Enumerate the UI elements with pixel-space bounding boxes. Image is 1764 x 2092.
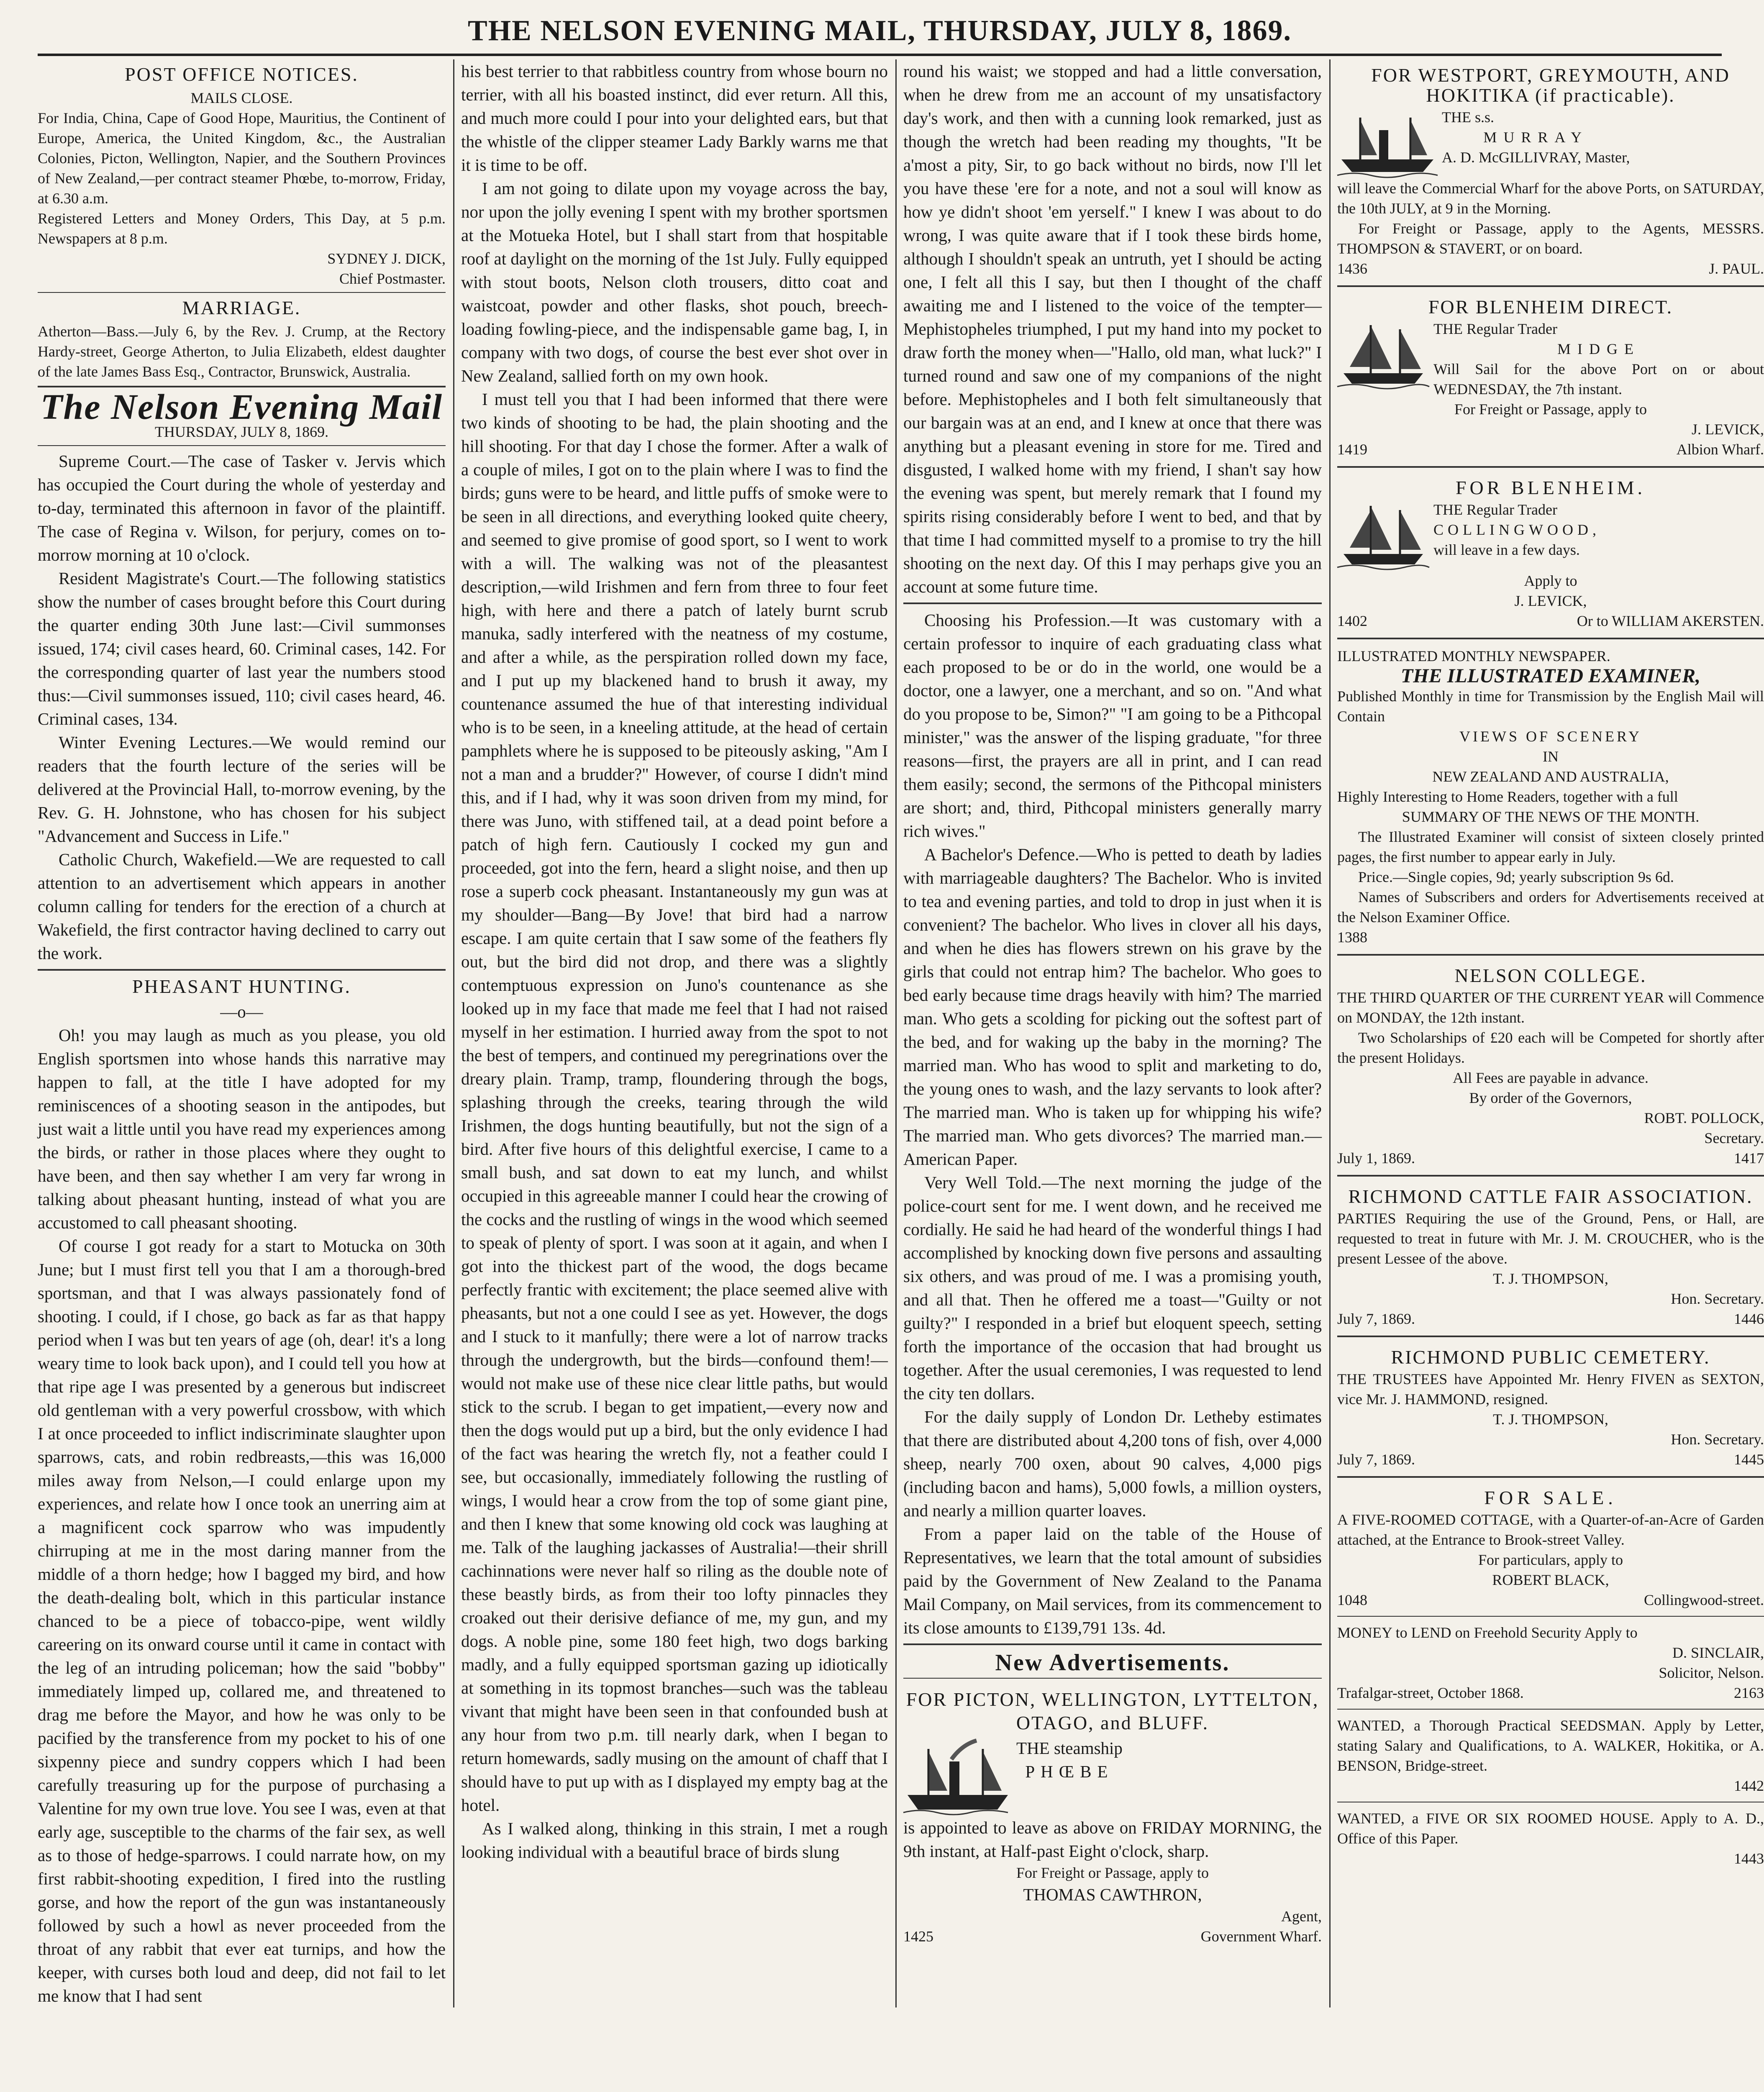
college-signed-title: Secretary. [1704,1130,1764,1146]
for-sale-apply: For particulars, apply to [1478,1551,1623,1568]
pheasant-heading: PHEASANT HUNTING. [132,976,351,997]
divider [1337,954,1764,956]
collingwood-alt: Or to WILLIAM AKERSTEN. [1577,613,1764,629]
college-heading: NELSON COLLEGE. [1454,965,1647,986]
college-order: By order of the Governors, [1469,1090,1632,1106]
divider [1337,1175,1764,1177]
phoebe-footer [903,1926,1322,1946]
cattle-fair-signed-title: Hon. Secretary. [1671,1290,1764,1307]
post-office-signature: SYDNEY J. DICK, [327,250,446,267]
murray-text: will leave the Commercial Wharf for the above Ports, on SATURDAY, the 10th JULY, at 9 in the Morning. [1337,180,1764,217]
money-address: Trafalgar-street, October 1868. [1337,1684,1524,1701]
phoebe-freight: For Freight or Passage, apply to [1016,1864,1209,1881]
murray-footer [1337,259,1764,279]
pheasant-paragraph: his best terrier to that rabbitless country from whose bourn no terrier, with all his boasted instinct, did ever return. All this, and much more could I pour into your delighted ears, but that the whistle of the clipper steamer Lady Barkly warns me that it is time to be off. [461,62,888,174]
phoebe-block [903,1736,1322,1816]
ad-number: 2163 [1734,1684,1764,1701]
column-4 [1329,59,1764,2007]
for-sale-agent: ROBERT BLACK, [1492,1572,1609,1588]
house-text: WANTED, a FIVE OR SIX ROOMED HOUSE. Apply to A. D., Office of this Paper. [1337,1810,1764,1847]
mails-close-subheading: MAILS CLOSE. [190,90,293,106]
phoebe-intro-block [1016,1736,1123,1783]
column-2 [453,59,888,2007]
college-text: THE THIRD QUARTER OF THE CURRENT YEAR will Commence on MONDAY, the 12th instant. [1337,989,1764,1026]
news-item: From a paper laid on the table of the House of Representatives, we learn that the total amount of subsidies paid by the Government of New Zealand to the Panama Mail Company, on Mail services, from its commencement to its close amounts to £139,791 13s. 4d. [903,1524,1322,1637]
divider [38,445,446,446]
house-ad [1337,1806,1764,1871]
midge-apply: For Freight or Passage, apply to [1454,401,1647,418]
examiner-text-3: The Illustrated Examiner will consist of sixteen closely printed pages, the first number to appear early in July. [1337,828,1764,865]
murray-intro-block [1442,107,1630,167]
phoebe-name: PHŒBE [1025,1762,1114,1781]
ad-number: 1419 [1337,441,1367,458]
ad-number: 1436 [1337,260,1367,277]
midge-text: Will Sail for the above Port on or about WEDNESDAY, the 7th instant. [1433,361,1764,397]
pheasant-paragraph: Oh! you may laugh as much as you please, you old English sportsmen into whose hands this narrative may happen to fall, at the title I have adopted for my reminiscences of a shooting season in the antipodes, but just wait a little until you have read my experiences among the birds, or rather in those places where they ought to have been, and then say whether I am very far wrong in talking about pheasant hunting, instead of what you are accustomed to call pheasant shooting. [38,1025,446,1232]
collingwood-agent: J. LEVICK, [1514,592,1587,609]
cattle-fair-date: July 7, 1869. [1337,1310,1415,1327]
seedsman-ad [1337,1713,1764,1798]
dateline: THURSDAY, JULY 8, 1869. [154,423,329,440]
divider [1337,1336,1764,1337]
post-office-signature-title: Chief Postmaster. [339,270,446,287]
money-agent-title: Solicitor, Nelson. [1659,1664,1764,1681]
post-office-heading: POST OFFICE NOTICES. [125,64,359,85]
seedsman-text: WANTED, a Thorough Practical SEEDSMAN. Apply by Letter, stating Salary and Qualifications, to A. WALKER, Hokitika, or A. BENSON, Bridge-street. [1337,1717,1764,1774]
cemetery-footer [1337,1449,1764,1469]
post-office-text-2: Registered Letters and Money Orders, This Day, at 5 p.m. Newspapers at 8 p.m. [38,210,446,247]
midge-ad [1337,291,1764,462]
column-1 [38,59,446,2007]
columns [38,59,1764,2007]
for-sale-ad [1337,1482,1764,1613]
nameplate: The Nelson Evening Mail [40,387,443,427]
phoebe-wharf: Government Wharf. [1200,1928,1322,1945]
examiner-price: Price.—Single copies, 9d; yearly subscription 9s 6d. [1358,869,1674,885]
examiner-views: VIEWS OF SCENERY [1459,728,1642,745]
collingwood-heading: FOR BLENHEIM. [1455,477,1646,498]
collingwood-text: will leave in a few days. [1433,541,1580,558]
cemetery-signed: T. J. THOMPSON, [1493,1411,1608,1428]
masthead: THE NELSON EVENING MAIL, THURSDAY, JULY 8, 1869. [38,8,1722,56]
marriage-heading: MARRIAGE. [182,297,301,318]
cattle-fair-signed: T. J. THOMPSON, [1493,1270,1608,1287]
pheasant-paragraph: I must tell you that I had been informed that there were two kinds of shooting to be had, the plain shooting and the hill shooting. For that day I chose the former. After a walk of a couple of miles, I got on to the plain where I was to find the birds; guns were to be heard, and little puffs of smoke were to be seen in all directions, and everything looked quite cheery, and seemed to give promise of good sport, so I went to work with a will. The walking was not of the pleasantest description,—wild Irishmen and fern from three to four feet high, with here and there a patch of lately burnt scrub manuka, sadly interfered with the neatness of my costume, and after a while, as the perspiration rolled down my face, and I put up my blackened hand to brush it away, my countenance assumed the hue of that interesting individual who is to be seen, in a kneeling attitude, at the head of certain pamphlets where he is supposed to be piteously asking, "Am I not a man and a brudder?" However, of course I didn't mind this, and if I had, why it was soon driven from my mind, for there was Juno, with stiffened tail, at a dead point before a patch of high fern. Cautiously I cocked my gun and proceeded, got into the fern, heard a slight noise, and then up rose a superb cock pheasant. Instantaneously my gun was at my shoulder—Bang—By Jove! that bird had a narrow escape. I am quite certain that I saw some of the feathers fly out, but the bird did not drop, and there was a slightly contemptuous expression on Juno's countenance as she looked up in my face that made me feel that I had not raised myself in her estimation. I hurried away from the spot to not the best of tempers, and continued my peregrinations over the dreary plain. Tramp, tramp, floundering through the bogs, splashing through the creeks, tearing through the wild Irishmen, the dogs hunting beautifully, but not the sign of a bird. After five hours of this delightful exercise, I came to a small bush, and sat down to eat my lunch, and whilst occupied in this agreeable manner I could hear the crowing of the cocks and the rustling of wings in the wood which seemed to speak of plenty of sport. I was soon at it again, and when I got into the thickest part of the wood, the dogs became perfectly frantic with excitement; the place seemed alive with pheasants, but not a one could I see as yet. However, the dogs and I stuck to it manfully; there were a lot of narrow tracks through the undergrowth, but the birds—confound them!—would not make use of these nice clear little paths, but would stick to the scrub. I began to get impatient,—every now and then the dogs would put up a bird, but the only evidence I had of the fact was hearing the wretch fly, not a feather could I see, but occasionally, immediately following the rustling of wings, I would hear a crow from the top of some giant pine, and then I knew that some knowing old cock was laughing at me. Talk of the laughing jackasses of Australia!—their shrill cachinnations were never half so riling as the double note of these beastly birds, as from their too lofty pinnacles they croaked out their derisive defiance of me, my gun, and my dogs. A noble pine, some 180 feet high, two dogs barking madly, and a fully equipped sportsman gazing up idiotically at something in its topmost branches—such was the tableau vivant that might have been seen in that confounded bush at any hour from two p.m. till nearly dark, when I began to return homewards, sadly musing on the amount of chaff that I should have to put up with as I displayed my empty bag at the hotel. [461,390,888,1815]
cemetery-date: July 7, 1869. [1337,1451,1415,1468]
ad-number: 1425 [903,1928,933,1945]
murray-apply: For Freight or Passage, apply to the Agents, MESSRS. THOMPSON & STAVERT, or on board. [1337,220,1764,257]
post-office-text: For India, China, Cape of Good Hope, Mauritius, the Continent of Europe, America, the United Kingdom, &c., the Australian Colonies, Picton, Wellington, Napier, and the Southern Provinces of New Zealand,—per contract steamer Phœbe, to-morrow, Friday, at 6.30 a.m. [38,110,446,207]
examiner-in: IN [1543,748,1559,765]
pheasant-paragraph: As I walked along, thinking in this strain, I met a rough looking individual with a beautiful brace of birds slung [461,1819,888,1861]
phoebe-text: is appointed to leave as above on FRIDAY MORNING, the 9th instant, at Half-past Eight o'clock, sharp. [903,1818,1322,1861]
collingwood-ad [1337,472,1764,633]
midge-footer [1337,439,1764,459]
collingwood-intro: THE Regular Trader [1433,501,1557,518]
money-ad [1337,1620,1764,1705]
ad-number: 1402 [1337,613,1367,629]
news-item: For the daily supply of London Dr. Letheby estimates that there are distributed about 4,200 tons of fish, over 4,000 sheep, nearly 700 oxen, about 90 calves, 4,000 pigs (including bacon and hams), 5,000 fowls, a million oysters, and nearly a million quarter loaves. [903,1407,1322,1520]
midge-agent: J. LEVICK, [1692,421,1764,438]
murray-signed: J. PAUL. [1709,260,1764,277]
news-item: Very Well Told.—The next morning the judge of the police-court sent for me. I went down, and he received me cordially. He said he had heard of the wonderful things I had accomplished by knocking down five persons and assaulting six others, and was proud of me. I was a promising youth, and all that. Then he offered me a toast—"Guilty or not guilty?" I responded in a brief but eloquent speech, setting forth the importance of the occasion that had brought us together. After the usual ceremonies, I was requested to lend the city ten dollars. [903,1173,1322,1403]
phoebe-intro: THE steamship [1016,1738,1123,1758]
collingwood-name: COLLINGWOOD, [1433,521,1600,538]
examiner-ad [1337,643,1764,950]
pheasant-paragraph: round his waist; we stopped and had a little conversation, when he drew from me an account of my unsatisfactory day's work, and then with a cunning look remarked, just as though the wretch had been reading my thoughts, "It be a'most a pity, Sir, to go back without no birds, now I'll let you have these 'ere for a note, and not a soul will know as how ye didn't shoot 'em yerself." I knew I was about to do wrong, I was quite aware that if I took these birds home, although I shouldn't speak an untruth, yet I should be acting one, I felt all this I say, but then I thought of the chaff awaiting me and I listened to the voice of the tempter—Mephistopheles triumphed, I put my hand into my pocket to draw forth the money when—"Hallo, old man, what luck?" I turned round and saw one of my companions of the night before. Mephistopheles and I both felt simultaneously that our bargain was at an end, and I knew at once that there was anything but a pleasant evening in store for me. Tired and disgusted, I walked home with my friend, I shan't say how the evening was spent, but merely remark that I found my spirits rising considerably before I went to bed, and that by that time I had committed myself to a promise to try the hill shooting on the next day. Of this I may perhaps give you an account at some future time. [903,62,1322,596]
college-fees: All Fees are payable in advance. [1453,1069,1649,1086]
college-date: July 1, 1869. [1337,1150,1415,1166]
money-agent: D. SINCLAIR, [1672,1644,1764,1661]
cattle-fair-text: PARTIES Requiring the use of the Ground, Pens, or Hall, are requested to treat in future with Mr. J. M. CROUCHER, who is the present Lessee of the above. [1337,1210,1764,1267]
collingwood-block [1337,500,1764,571]
news-item: Resident Magistrate's Court.—The following statistics show the number of cases brought before this Court during the quarter ending 30th June last:—Civil summonses issued, 174; civil cases heard, 60. Criminal cases, 142. For the corresponding quarter of last year the numbers stood thus:—Civil summonses issued, 110; civil cases heard, 46. Criminal cases, 134. [38,569,446,728]
examiner-text-1: Published Monthly in time for Transmission by the English Mail will Contain [1337,688,1764,725]
divider [903,1643,1322,1645]
college-scholarships: Two Scholarships of £20 each will be Competed for shortly after the present Holidays. [1337,1029,1764,1066]
examiner-nz: NEW ZEALAND AND AUSTRALIA, [1432,768,1669,785]
examiner-text-2: Highly Interesting to Home Readers, together with a full [1337,788,1678,805]
cattle-fair-ad [1337,1181,1764,1331]
ad-number: 1443 [1734,1850,1764,1867]
marriage-text: Atherton—Bass.—July 6, by the Rev. J. Crump, at the Rectory Hardy-street, George Atherton, to Julia Elizabeth, eldest daughter of the late James Bass Esq., Contractor, Brunswick, Australia. [38,323,446,380]
murray-master: A. D. McGILLIVRAY, Master, [1442,149,1630,166]
ad-number: 1446 [1734,1310,1764,1327]
midge-block [1337,319,1764,399]
ad-number: 1442 [1734,1777,1764,1794]
college-signed: ROBT. POLLOCK, [1644,1110,1764,1126]
news-item: Choosing his Profession.—It was customary with a certain professor to inquire of each graduating class what each proposed to be or do in the world, one would be a doctor, one a lawyer, one a merchant, and so on. "And what do you propose to be, Simon?" "I am going to be a Pithcopal minister," was the answer of the lisping graduate, "for three reasons—first, the prayers are all in print, and I can read them easily; second, the sermons of the Pithcopal ministers are short; and, third, Pithcopal ministers generally marry rich wives." [903,610,1322,841]
examiner-heading: ILLUSTRATED MONTHLY NEWSPAPER. [1337,648,1610,664]
pheasant-paragraph: Of course I got ready for a start to Motucka on 30th June; but I must first tell you that I am a thorough-bred sportsman, and that I was always passionately fond of shooting. I could, if I chose, go back as far as that happy period when I was but ten years of age (oh, dear! it's a long weary time to look back upon), and I could tell you how at that ripe age I was presented by a generous but indiscreet old gentleman with a very powerful crossbow, with which I at once proceeded to inflict indiscriminate slaughter upon sparrows, cats, and robin redbreasts,—this was 16,000 miles away from Nelson,—I could enlarge upon my experiences, and relate how I once took an unerring aim at a magnificent cock sparrow who was impudently chirruping at me in the most daring manner from the middle of a thorn hedge; how I bagged my bird, and how the death-dealing bolt, which in this particular instance chanced to be a piece of tobacco-pipe, went wildly careering on its onward course until it came in contact with the leg of an intruding policeman; how the said "bobby" immediately limped up, collared me, and threatened to drag me before the Mayor, and how he was only to be pacified by the transference from my pocket to his of one sixpenny piece and sundry coppers which I had been carefully treasuring up for the purpose of purchasing a Valentine for my own true love. You see I was, even at that early age, susceptible to the charms of the fair sex, as well as to those of hedge-sparrows. I could narrate how, on my first rabbit-shooting expedition, I fired into the rustling gorse, and how the report of the gun was instantaneously followed by such a howl as never proceeded from the throat of any rabbit that ever eat turnips, and how the keeper, with curses both loud and deep, did not fail to let me know that I had sent [38,1236,446,2005]
college-ad [1337,960,1764,1171]
sailing-ship-icon [1337,319,1429,390]
news-item: Catholic Church, Wakefield.—We are requested to call attention to an advertisement which appears in another column calling for tenders for the erection of a church at Wakefield, the first contractor having declined to carry out the work. [38,850,446,963]
examiner-names: Names of Subscribers and orders for Advertisements received at the Nelson Examiner Office. [1337,889,1764,926]
news-item: Winter Evening Lectures.—We would remind our readers that the fourth lecture of the series will be delivered at the Provincial Hall, to-morrow evening, by the Rev. G. H. Johnstone, who has chosen for his subject "Advancement and Success in Life." [38,733,446,846]
for-sale-footer [1337,1590,1764,1610]
ad-number: 1388 [1337,929,1367,946]
midge-intro-block [1433,319,1764,399]
murray-intro: THE s.s. [1442,109,1494,126]
divider [38,969,446,971]
phoebe-agent-title: Agent, [1281,1908,1322,1925]
divider [1337,1709,1764,1710]
collingwood-intro-block [1433,500,1600,560]
money-footer [1337,1683,1764,1703]
ad-number: 1417 [1734,1150,1764,1166]
collingwood-apply: Apply to [1524,572,1577,589]
murray-name: MURRAY [1483,129,1589,146]
money-text: MONEY to LEND on Freehold Security Apply to [1337,1624,1638,1641]
cemetery-signed-title: Hon. Secretary. [1671,1431,1764,1448]
ad-number: 1445 [1734,1451,1764,1468]
cemetery-heading: RICHMOND PUBLIC CEMETERY. [1391,1346,1710,1368]
cemetery-ad [1337,1341,1764,1472]
steamship-icon [1337,107,1438,178]
for-sale-heading: FOR SALE. [1484,1487,1617,1508]
phoebe-ad [903,1682,1322,1949]
murray-block [1337,107,1764,178]
news-item: A Bachelor's Defence.—Who is petted to death by ladies with marriageable daughters? The Bachelor. Who is invited to tea and evening parties, and told to drop in just when it is convenient? The bachelor. Who lives in clover all his days, and when he dies has flowers strewn on his grave by the girls that could not entrap him? The bachelor. Who goes to bed early because time drags heavily with him? The married man. Who gets a scolding for picking out the softest part of the bed, and for waking up the baby in the morning? The married man. Who has wood to split and marketing to do, the young ones to wash, and the lazy servants to look after? The married man. Who is taken up for whipping his wife? The married man. Who gets divorces? The married man.—American Paper. [903,845,1322,1169]
phoebe-agent: THOMAS CAWTHRON, [1023,1885,1202,1904]
divider [38,292,446,293]
college-footer [1337,1148,1764,1168]
phoebe-heading: FOR PICTON, WELLINGTON, LYTTELTON, OTAGO, and BLUFF. [906,1689,1319,1733]
steamship-icon [903,1736,1012,1816]
for-sale-street: Collingwood-street. [1644,1592,1764,1608]
ad-number: 1048 [1337,1592,1367,1608]
pheasant-separator: —o— [220,1002,263,1021]
news-item: Supreme Court.—The case of Tasker v. Jervis which has occupied the Court during the whole of yesterday and to-day, terminated this afternoon in favor of the plaintiff. The case of Regina v. Wilson, for perjury, comes on to-morrow morning at 10 o'clock. [38,451,446,564]
murray-ad [1337,59,1764,281]
divider [1337,1476,1764,1478]
cattle-fair-footer [1337,1309,1764,1329]
divider [1337,638,1764,639]
divider [903,1678,1322,1679]
murray-heading: FOR WESTPORT, GREYMOUTH, AND HOKITIKA (if practicable). [1371,64,1730,106]
divider [903,602,1322,604]
examiner-title: THE ILLUSTRATED EXAMINER, [1400,665,1701,687]
divider [1337,285,1764,287]
midge-name: MIDGE [1557,341,1640,357]
examiner-summary: SUMMARY OF THE NEWS OF THE MONTH. [1402,808,1700,825]
divider [1337,1616,1764,1617]
midge-wharf: Albion Wharf. [1676,441,1764,458]
for-sale-text: A FIVE-ROOMED COTTAGE, with a Quarter-of-an-Acre of Garden attached, at the Entrance to Brook-street Valley. [1337,1511,1764,1548]
midge-heading: FOR BLENHEIM DIRECT. [1428,296,1673,318]
cattle-fair-heading: RICHMOND CATTLE FAIR ASSOCIATION. [1348,1186,1753,1207]
sailing-ship-icon [1337,500,1429,571]
collingwood-footer [1337,611,1764,631]
midge-intro: THE Regular Trader [1433,320,1557,337]
cemetery-text: THE TRUSTEES have Appointed Mr. Henry FIVEN as SEXTON, vice Mr. J. HAMMOND, resigned. [1337,1371,1764,1407]
pheasant-paragraph: I am not going to dilate upon my voyage across the bay, nor upon the jolly evening I spent with my brother sportsmen at the Motueka Hotel, but I shall start from that hospitable roof at daylight on the morning of the 1st July. Fully equipped with stout boots, Nelson cloth trousers, ditto coat and waistcoat, powder and other flasks, shot pouch, breech-loading fowling-piece, and the indispensable game bag, I, in company with two dogs, of course the best ever shot over in New Zealand, sallied forth on my own hook. [461,179,888,385]
divider [1337,466,1764,468]
new-advertisements-heading: New Advertisements. [995,1650,1230,1676]
column-3 [895,59,1322,2007]
